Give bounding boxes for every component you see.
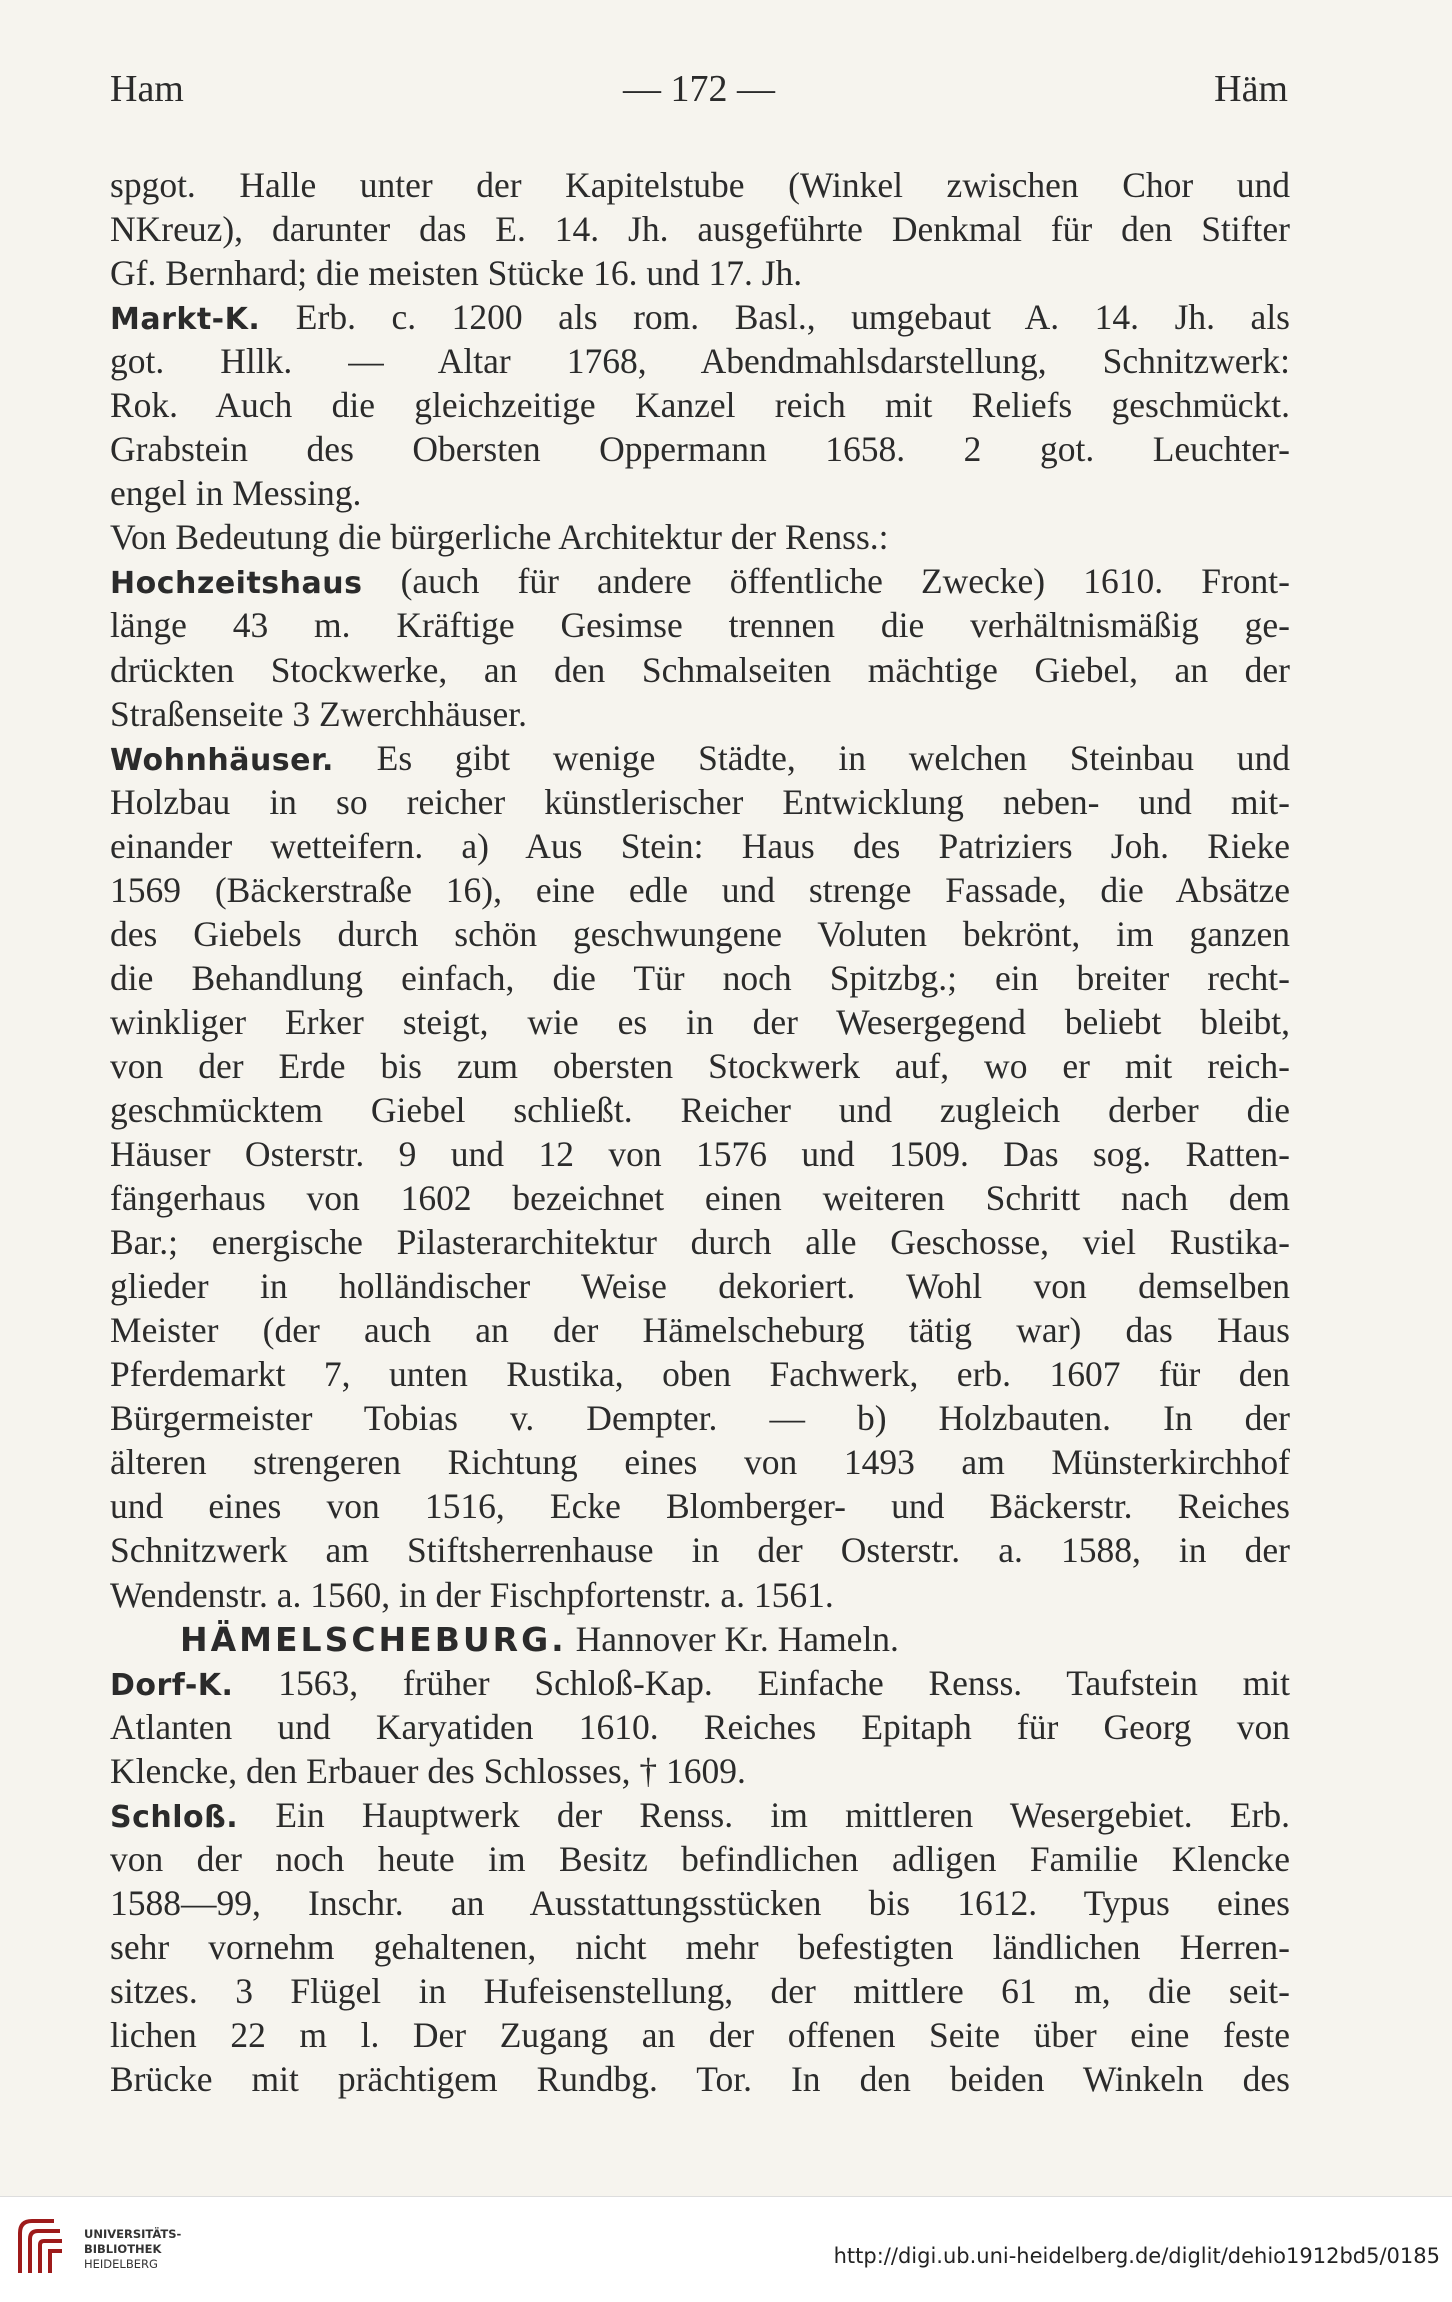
text-line: [110, 471, 1290, 515]
line-text: sitzes. 3 Flügel in Hufeisenstellung, der mittlere 61 m, die seit-: [110, 1970, 1290, 2011]
text-line: [110, 1000, 1290, 1044]
library-name-line-1: UNIVERSITÄTS-: [84, 2227, 182, 2241]
text-line: [110, 207, 1290, 251]
university-library-logo: [10, 2211, 72, 2289]
text-line: [110, 1484, 1290, 1528]
text-line: [110, 1837, 1290, 1881]
line-text: Meister (der auch an der Hämelscheburg tätig war) das Haus: [110, 1310, 1290, 1351]
text-line: [110, 1352, 1290, 1396]
line-text: Pferdemarkt 7, unten Rustika, oben Fachwerk, erb. 1607 für den: [110, 1354, 1290, 1395]
library-name-line-2: BIBLIOTHEK: [84, 2242, 162, 2256]
text-line: [110, 559, 1290, 603]
header-left-keyword: Ham: [110, 68, 184, 110]
text-line: [110, 1264, 1290, 1308]
text-line: [110, 339, 1290, 383]
text-line: [110, 1220, 1290, 1264]
text-line: [110, 692, 1290, 736]
line-text: fängerhaus von 1602 bezeichnet einen weiteren Schritt nach dem: [110, 1178, 1290, 1219]
line-text: Erb. c. 1200 als rom. Basl., umgebaut A. 14. Jh. als: [260, 297, 1290, 338]
line-text: Ein Hauptwerk der Renss. im mittleren Wesergebiet. Erb.: [238, 1794, 1290, 1835]
text-line: [110, 780, 1290, 824]
line-text: Brücke mit prächtigem Rundbg. Tor. In den beiden Winkeln des: [110, 2059, 1290, 2100]
text-line: [110, 1396, 1290, 1440]
line-text: sehr vornehm gehaltenen, nicht mehr befestigten ländlichen Herren-: [110, 1926, 1290, 1967]
line-text: drückten Stockwerke, an den Schmalseiten mächtige Giebel, an der: [110, 649, 1290, 690]
line-text: Es gibt wenige Städte, in welchen Steinbau und: [333, 737, 1290, 778]
text-line: [110, 1044, 1290, 1088]
line-text: von der Erde bis zum obersten Stockwerk auf, wo er mit reich-: [110, 1045, 1290, 1086]
text-line: [110, 824, 1290, 868]
text-line: [110, 1661, 1290, 1705]
line-text: glieder in holländischer Weise dekoriert. Wohl von demselben: [110, 1266, 1290, 1307]
text-line: [110, 515, 1290, 559]
line-text: Häuser Osterstr. 9 und 12 von 1576 und 1509. Das sog. Ratten-: [110, 1134, 1290, 1175]
text-line: [110, 956, 1290, 1000]
line-text: geschmücktem Giebel schließt. Reicher und zugleich derber die: [110, 1089, 1290, 1130]
text-line: [110, 1749, 1290, 1793]
text-line: [110, 648, 1290, 692]
line-text: Rok. Auch die gleichzeitige Kanzel reich mit Reliefs geschmückt.: [110, 385, 1290, 426]
line-text: Bürgermeister Tobias v. Dempter. — b) Holzbauten. In der: [110, 1398, 1290, 1439]
text-line: [110, 2013, 1290, 2057]
text-line: [110, 1705, 1290, 1749]
text-line: [110, 295, 1290, 339]
entry-heading: HÄMELSCHEBURG.: [180, 1619, 567, 1659]
line-text: und eines von 1516, Ecke Blomberger- und Bäckerstr. Reiches: [110, 1486, 1290, 1527]
text-line: [110, 1617, 1290, 1661]
line-text: Atlanten und Karyatiden 1610. Reiches Epitaph für Georg von: [110, 1706, 1290, 1747]
line-text: lichen 22 m l. Der Zugang an der offenen Seite über eine feste: [110, 2014, 1290, 2055]
line-text: got. Hllk. — Altar 1768, Abendmahlsdarstellung, Schnitzwerk:: [110, 341, 1290, 382]
text-line: [110, 1440, 1290, 1484]
body-text: [110, 163, 1290, 2101]
text-line: [110, 1573, 1290, 1617]
viewer-footer: [0, 2196, 1452, 2302]
line-text: die Behandlung einfach, die Tür noch Spitzbg.; ein breiter recht-: [110, 957, 1290, 998]
line-text: Holzbau in so reicher künstlerischer Entwicklung neben- und mit-: [110, 781, 1290, 822]
line-text: Hannover Kr. Hameln.: [566, 1618, 899, 1659]
line-text: 1563, früher Schloß-Kap. Einfache Renss. Taufstein mit: [233, 1662, 1290, 1703]
text-line: [110, 2057, 1290, 2101]
line-text: Von Bedeutung die bürgerliche Architektur der Renss.:: [110, 517, 889, 558]
line-text: älteren strengeren Richtung eines von 1493 am Münsterkirchhof: [110, 1442, 1290, 1483]
text-line: [110, 912, 1290, 956]
library-name-line-3: HEIDELBERG: [84, 2257, 158, 2271]
line-text: Grabstein des Obersten Oppermann 1658. 2 got. Leuchter-: [110, 429, 1290, 470]
text-line: [110, 603, 1290, 647]
text-line: [110, 1528, 1290, 1572]
library-name: [84, 2227, 181, 2272]
text-line: [110, 1308, 1290, 1352]
line-text: Gf. Bernhard; die meisten Stücke 16. und 17. Jh.: [110, 253, 803, 294]
text-line: [110, 1088, 1290, 1132]
text-line: [110, 1925, 1290, 1969]
line-text: (auch für andere öffentliche Zwecke) 1610. Front-: [362, 561, 1290, 602]
text-line: [110, 383, 1290, 427]
entry-heading: Dorf-K.: [110, 1667, 234, 1703]
line-text: NKreuz), darunter das E. 14. Jh. ausgeführte Denkmal für den Stifter: [110, 209, 1290, 250]
text-line: [110, 1969, 1290, 2013]
line-text: von der noch heute im Besitz befindlichen adligen Familie Klencke: [110, 1838, 1290, 1879]
text-line: [110, 1176, 1290, 1220]
text-line: [110, 1881, 1290, 1925]
entry-heading: Schloß.: [110, 1799, 239, 1835]
text-line: [110, 736, 1290, 780]
text-line: [110, 163, 1290, 207]
page-number: — 172 —: [623, 68, 775, 110]
line-text: Wendenstr. a. 1560, in der Fischpfortenstr. a. 1561.: [110, 1574, 834, 1615]
header-right-keyword: Häm: [1214, 68, 1288, 110]
text-line: [110, 1132, 1290, 1176]
line-text: Schnitzwerk am Stiftsherrenhause in der Osterstr. a. 1588, in der: [110, 1530, 1290, 1571]
line-text: Klencke, den Erbauer des Schlosses, † 1609.: [110, 1750, 746, 1791]
text-line: [110, 251, 1290, 295]
line-text: Bar.; energische Pilasterarchitektur durch alle Geschosse, viel Rustika-: [110, 1222, 1290, 1263]
text-line: [110, 427, 1290, 471]
line-text: 1569 (Bäckerstraße 16), eine edle und strenge Fassade, die Absätze: [110, 869, 1290, 910]
text-line: [110, 1793, 1290, 1837]
line-text: einander wetteifern. a) Aus Stein: Haus des Patriziers Joh. Rieke: [110, 825, 1290, 866]
line-text: spgot. Halle unter der Kapitelstube (Winkel zwischen Chor und: [110, 165, 1290, 205]
text-line: [110, 868, 1290, 912]
line-text: 1588—99, Inschr. an Ausstattungsstücken bis 1612. Typus eines: [110, 1882, 1290, 1923]
line-text: des Giebels durch schön geschwungene Voluten bekrönt, im ganzen: [110, 913, 1290, 954]
line-text: engel in Messing.: [110, 473, 362, 514]
line-text: Straßenseite 3 Zwerchhäuser.: [110, 693, 527, 734]
line-text: winkliger Erker steigt, wie es in der Wesergegend beliebt bleibt,: [110, 1001, 1290, 1042]
entry-heading: Wohnhäuser.: [110, 742, 334, 778]
line-text: länge 43 m. Kräftige Gesimse trennen die verhältnismäßig ge-: [110, 605, 1290, 646]
entry-heading: Markt-K.: [110, 302, 261, 338]
entry-heading: Hochzeitshaus: [110, 566, 363, 602]
permalink[interactable]: http://digi.ub.uni-heidelberg.de/diglit/dehio1912bd5/0185: [833, 2244, 1440, 2268]
